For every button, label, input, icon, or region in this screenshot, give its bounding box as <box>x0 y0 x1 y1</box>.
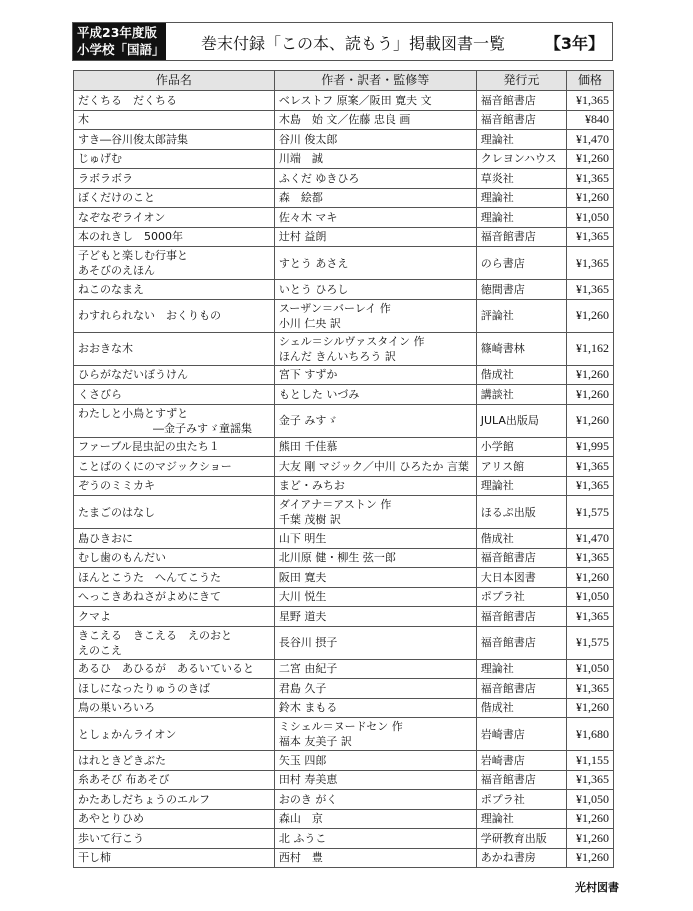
cell-price: ¥1,260 <box>567 809 614 829</box>
cell-publisher: 福音館書店 <box>476 110 566 130</box>
table-row <box>74 809 614 829</box>
table-row <box>74 848 614 868</box>
column-header-price: 価格 <box>567 71 614 91</box>
title-line: わたしと小鳥とすずと <box>78 406 189 420</box>
cell-title <box>74 587 275 607</box>
cell-price: ¥1,155 <box>567 751 614 771</box>
table-row <box>74 247 614 280</box>
cell-author <box>274 385 476 405</box>
cell-title <box>74 247 275 280</box>
cell-title <box>74 790 275 810</box>
column-header-title: 作品名 <box>74 71 275 91</box>
cell-publisher: 福音館書店 <box>476 770 566 790</box>
cell-price: ¥1,365 <box>567 227 614 247</box>
cell-price: ¥1,575 <box>567 626 614 659</box>
table-row <box>74 529 614 549</box>
cell-title <box>74 404 275 437</box>
table-row <box>74 385 614 405</box>
cell-author <box>274 280 476 300</box>
cell-publisher: クレヨンハウス <box>476 149 566 169</box>
author-line: 鈴木 まもる <box>278 701 338 715</box>
cell-title <box>74 829 275 849</box>
edition-badge-line2: 小学校「国語」 <box>77 42 165 57</box>
author-line: 宮下 すずか <box>278 368 338 382</box>
author-line: 森山 京 <box>278 812 323 826</box>
title-line: あるひ あひるが あるいていると <box>78 662 254 676</box>
author-line: ダイアナ＝アストン 作 <box>278 498 392 511</box>
title-line: すき―谷川俊太郎詩集 <box>78 132 188 146</box>
table-row <box>74 91 614 111</box>
cell-publisher: 岩崎書店 <box>476 751 566 771</box>
table-row <box>74 568 614 588</box>
title-line: あやとりひめ <box>78 812 144 826</box>
table-row <box>74 365 614 385</box>
cell-title <box>74 208 275 228</box>
cell-author <box>274 790 476 810</box>
author-line: ベレストフ 原案／阪田 寛夫 文 <box>278 93 432 107</box>
cell-author <box>274 130 476 150</box>
cell-publisher: ほるぷ出版 <box>476 496 566 529</box>
title-line: なぞなぞライオン <box>78 210 166 224</box>
cell-price: ¥1,365 <box>567 457 614 477</box>
cell-title <box>74 607 275 627</box>
table-row <box>74 548 614 568</box>
title-line: だくちる だくちる <box>78 93 177 107</box>
cell-publisher: 理論社 <box>476 188 566 208</box>
title-line: ラボラボラ <box>78 171 133 185</box>
author-line: 長谷川 摂子 <box>278 636 338 649</box>
cell-title <box>74 188 275 208</box>
table-row <box>74 587 614 607</box>
author-line: 君島 久子 <box>278 681 327 695</box>
cell-title <box>74 130 275 150</box>
cell-author <box>274 770 476 790</box>
cell-publisher: 岩崎書店 <box>476 718 566 751</box>
title-line: くさびら <box>78 387 122 401</box>
cell-title <box>74 548 275 568</box>
cell-publisher: JULA出版局 <box>476 404 566 437</box>
table-row <box>74 404 614 437</box>
cell-price: ¥1,365 <box>567 169 614 189</box>
cell-author <box>274 247 476 280</box>
cell-price: ¥1,050 <box>567 659 614 679</box>
author-line: 西村 豊 <box>278 851 323 865</box>
table-row <box>74 149 614 169</box>
title-line: ファーブル昆虫記の虫たち１ <box>78 440 220 454</box>
author-line: いとう ひろし <box>278 282 349 296</box>
cell-title <box>74 110 275 130</box>
author-line: 北 ふうこ <box>278 831 327 845</box>
cell-title <box>74 529 275 549</box>
author-line: 北川原 健・柳生 弦一郎 <box>278 551 396 565</box>
author-line: ミシェル＝ヌードセン 作 <box>278 720 403 733</box>
cell-title <box>74 149 275 169</box>
table-row <box>74 332 614 365</box>
cell-title <box>74 626 275 659</box>
cell-title <box>74 718 275 751</box>
cell-price: ¥1,260 <box>567 568 614 588</box>
table-row <box>74 476 614 496</box>
cell-price: ¥1,162 <box>567 332 614 365</box>
table-row <box>74 130 614 150</box>
author-line: 大川 悦生 <box>278 590 327 604</box>
title-line: 歩いて行こう <box>78 831 144 845</box>
cell-price: ¥1,050 <box>567 587 614 607</box>
table-row <box>74 227 614 247</box>
author-line: すとう あさえ <box>278 256 349 270</box>
column-header-publisher: 発行元 <box>476 71 566 91</box>
author-line: 森 絵都 <box>278 191 323 205</box>
author-line: 熊田 千佳慕 <box>278 440 338 454</box>
cell-price: ¥1,365 <box>567 548 614 568</box>
table-row <box>74 679 614 699</box>
title-line: ほんとこうた へんてこうた <box>78 570 221 584</box>
cell-publisher: 評論社 <box>476 299 566 332</box>
title-line: はれときどきぶた <box>78 753 166 767</box>
cell-publisher: 草炎社 <box>476 169 566 189</box>
cell-title <box>74 568 275 588</box>
title-line: おおきな木 <box>78 342 133 355</box>
title-line: えのこえ <box>78 643 122 657</box>
table-row <box>74 496 614 529</box>
author-line: 田村 寿美恵 <box>278 773 338 787</box>
cell-price: ¥1,260 <box>567 848 614 868</box>
cell-publisher: 理論社 <box>476 476 566 496</box>
cell-price: ¥1,365 <box>567 280 614 300</box>
title-line: 干し柿 <box>78 851 111 865</box>
cell-author <box>274 299 476 332</box>
cell-price: ¥840 <box>567 110 614 130</box>
cell-price: ¥1,470 <box>567 529 614 549</box>
cell-author <box>274 208 476 228</box>
cell-publisher: 福音館書店 <box>476 679 566 699</box>
cell-price: ¥1,365 <box>567 770 614 790</box>
author-line: 山下 明生 <box>278 531 327 545</box>
edition-badge <box>73 23 166 60</box>
cell-price: ¥1,050 <box>567 208 614 228</box>
cell-author <box>274 227 476 247</box>
cell-author <box>274 848 476 868</box>
cell-price: ¥1,260 <box>567 404 614 437</box>
cell-publisher: のら書店 <box>476 247 566 280</box>
cell-author <box>274 188 476 208</box>
table-row <box>74 607 614 627</box>
cell-publisher: 理論社 <box>476 130 566 150</box>
cell-author <box>274 718 476 751</box>
title-line: わすれられない おくりもの <box>78 309 221 322</box>
cell-price: ¥1,680 <box>567 718 614 751</box>
column-header-author: 作者・訳者・監修等 <box>274 71 476 91</box>
table-row <box>74 770 614 790</box>
author-line: 阪田 寛夫 <box>278 570 327 584</box>
title-line: ぞうのミミカキ <box>78 479 155 493</box>
cell-author <box>274 698 476 718</box>
cell-author <box>274 679 476 699</box>
cell-author <box>274 626 476 659</box>
cell-author <box>274 607 476 627</box>
table-row <box>74 698 614 718</box>
author-line: まど・みちお <box>278 479 345 493</box>
author-line: もとした いづみ <box>278 387 360 401</box>
cell-author <box>274 829 476 849</box>
cell-author <box>274 568 476 588</box>
cell-author <box>274 149 476 169</box>
cell-publisher: 偕成社 <box>476 529 566 549</box>
grade-label: 【3年】 <box>544 34 604 53</box>
cell-price: ¥1,260 <box>567 385 614 405</box>
cell-price: ¥1,260 <box>567 365 614 385</box>
book-list-table <box>73 70 614 868</box>
cell-title <box>74 365 275 385</box>
table-row <box>74 659 614 679</box>
author-line: 川端 誠 <box>278 152 323 166</box>
author-line: ほんだ きんいちろう 訳 <box>278 349 396 363</box>
cell-author <box>274 659 476 679</box>
cell-publisher: アリス館 <box>476 457 566 477</box>
edition-badge-line1: 平成23年度版 <box>77 25 157 40</box>
title-line: じゅげむ <box>78 152 122 166</box>
cell-publisher: 篠崎書林 <box>476 332 566 365</box>
cell-price: ¥1,365 <box>567 607 614 627</box>
title-line: クマよ <box>78 609 111 623</box>
title-line: ―金子みすゞ童謡集 <box>153 421 252 435</box>
publisher-footer: 光村図書 <box>575 881 619 894</box>
title-line: ひらがなだいぼうけん <box>78 368 188 382</box>
cell-author <box>274 365 476 385</box>
cell-title <box>74 848 275 868</box>
cell-author <box>274 587 476 607</box>
author-line: 佐々木 マキ <box>278 210 338 224</box>
cell-publisher: ポプラ社 <box>476 587 566 607</box>
cell-author <box>274 110 476 130</box>
author-line: スーザン＝バーレイ 作 <box>278 301 391 315</box>
cell-title <box>74 659 275 679</box>
author-line: 小川 仁央 訳 <box>278 316 341 330</box>
author-line: 木島 始 文／佐藤 忠良 画 <box>278 113 411 127</box>
cell-author <box>274 169 476 189</box>
title-line: たまごのはなし <box>78 505 155 519</box>
title-line: ことばのくにのマジックショー <box>78 459 232 473</box>
table-row <box>74 457 614 477</box>
cell-publisher: 大日本図書 <box>476 568 566 588</box>
cell-price: ¥1,365 <box>567 91 614 111</box>
title-line: 子どもと楽しむ行事と <box>78 249 188 262</box>
title-line: 木 <box>78 113 89 127</box>
cell-title <box>74 385 275 405</box>
cell-author <box>274 496 476 529</box>
title-line: へっこきあねさがよめにきて <box>78 590 221 604</box>
table-header-row <box>74 71 614 91</box>
cell-title <box>74 91 275 111</box>
title-line: 糸あそび 布あそび <box>78 773 170 787</box>
page-title: 巻末付録「この本、読もう」掲載図書一覧 <box>201 34 506 53</box>
author-line: 千葉 茂樹 訳 <box>278 513 341 526</box>
author-line: 星野 道夫 <box>278 609 327 623</box>
title-line: 本のれきし 5000年 <box>78 230 183 244</box>
cell-author <box>274 91 476 111</box>
cell-publisher: 理論社 <box>476 809 566 829</box>
author-line: 矢玉 四郎 <box>278 753 327 767</box>
table-row <box>74 437 614 457</box>
cell-title <box>74 679 275 699</box>
author-line: 大友 剛 マジック／中川 ひろたか 言葉 <box>278 459 469 473</box>
cell-author <box>274 476 476 496</box>
cell-price: ¥1,260 <box>567 698 614 718</box>
title-line: あそびのえほん <box>78 264 155 277</box>
cell-publisher: 福音館書店 <box>476 227 566 247</box>
cell-price: ¥1,260 <box>567 149 614 169</box>
author-line: ふくだ ゆきひろ <box>278 171 360 185</box>
table-row <box>74 829 614 849</box>
cell-title <box>74 698 275 718</box>
table-row <box>74 626 614 659</box>
cell-title <box>74 332 275 365</box>
author-line: 金子 みすゞ <box>278 414 338 427</box>
cell-title <box>74 770 275 790</box>
cell-price: ¥1,470 <box>567 130 614 150</box>
title-line: ぼくだけのこと <box>78 191 155 205</box>
cell-author <box>274 332 476 365</box>
cell-author <box>274 548 476 568</box>
table-row <box>74 208 614 228</box>
cell-price: ¥1,260 <box>567 188 614 208</box>
title-line: 島ひきおに <box>78 531 133 545</box>
document-header <box>72 22 613 61</box>
cell-author <box>274 437 476 457</box>
table-row <box>74 188 614 208</box>
cell-price: ¥1,995 <box>567 437 614 457</box>
author-line: 福本 友美子 訳 <box>278 735 352 748</box>
table-row <box>74 751 614 771</box>
table-row <box>74 110 614 130</box>
author-line: 谷川 俊太郎 <box>278 132 338 146</box>
cell-title <box>74 496 275 529</box>
author-line: 辻村 益朗 <box>278 230 327 244</box>
cell-publisher: 徳間書店 <box>476 280 566 300</box>
title-line: かたあしだちょうのエルフ <box>78 792 210 806</box>
author-line: おのき がく <box>278 792 338 806</box>
cell-publisher: 偕成社 <box>476 365 566 385</box>
cell-publisher: 福音館書店 <box>476 91 566 111</box>
cell-publisher: 理論社 <box>476 659 566 679</box>
title-line: ほしになったりゅうのきば <box>78 681 210 695</box>
cell-price: ¥1,575 <box>567 496 614 529</box>
cell-publisher: 福音館書店 <box>476 548 566 568</box>
table-row <box>74 299 614 332</box>
cell-publisher: ポプラ社 <box>476 790 566 810</box>
cell-title <box>74 751 275 771</box>
title-line: としょかんライオン <box>78 727 177 741</box>
cell-title <box>74 457 275 477</box>
table-row <box>74 790 614 810</box>
cell-author <box>274 404 476 437</box>
cell-author <box>274 529 476 549</box>
cell-title <box>74 437 275 457</box>
cell-author <box>274 751 476 771</box>
cell-title <box>74 476 275 496</box>
cell-publisher: あかね書房 <box>476 848 566 868</box>
cell-price: ¥1,050 <box>567 790 614 810</box>
table-row <box>74 718 614 751</box>
cell-publisher: 偕成社 <box>476 698 566 718</box>
cell-title <box>74 280 275 300</box>
cell-title <box>74 169 275 189</box>
table-row <box>74 280 614 300</box>
title-line: ねこのなまえ <box>78 282 144 296</box>
cell-price: ¥1,365 <box>567 476 614 496</box>
title-line: 鳥の巣いろいろ <box>78 701 155 715</box>
cell-author <box>274 457 476 477</box>
author-line: シェル＝シルヴァスタイン 作 <box>278 334 425 348</box>
cell-publisher: 福音館書店 <box>476 626 566 659</box>
cell-publisher: 学研教育出版 <box>476 829 566 849</box>
title-line: むし歯のもんだい <box>78 551 166 565</box>
cell-price: ¥1,365 <box>567 679 614 699</box>
cell-title <box>74 299 275 332</box>
title-line: きこえる きこえる えのおと <box>78 628 232 642</box>
author-line: 二宮 由紀子 <box>278 662 338 676</box>
cell-title <box>74 809 275 829</box>
table-row <box>74 169 614 189</box>
cell-publisher: 福音館書店 <box>476 607 566 627</box>
cell-title <box>74 227 275 247</box>
cell-publisher: 講談社 <box>476 385 566 405</box>
cell-publisher: 理論社 <box>476 208 566 228</box>
cell-author <box>274 809 476 829</box>
cell-price: ¥1,365 <box>567 247 614 280</box>
cell-price: ¥1,260 <box>567 299 614 332</box>
cell-price: ¥1,260 <box>567 829 614 849</box>
cell-publisher: 小学館 <box>476 437 566 457</box>
